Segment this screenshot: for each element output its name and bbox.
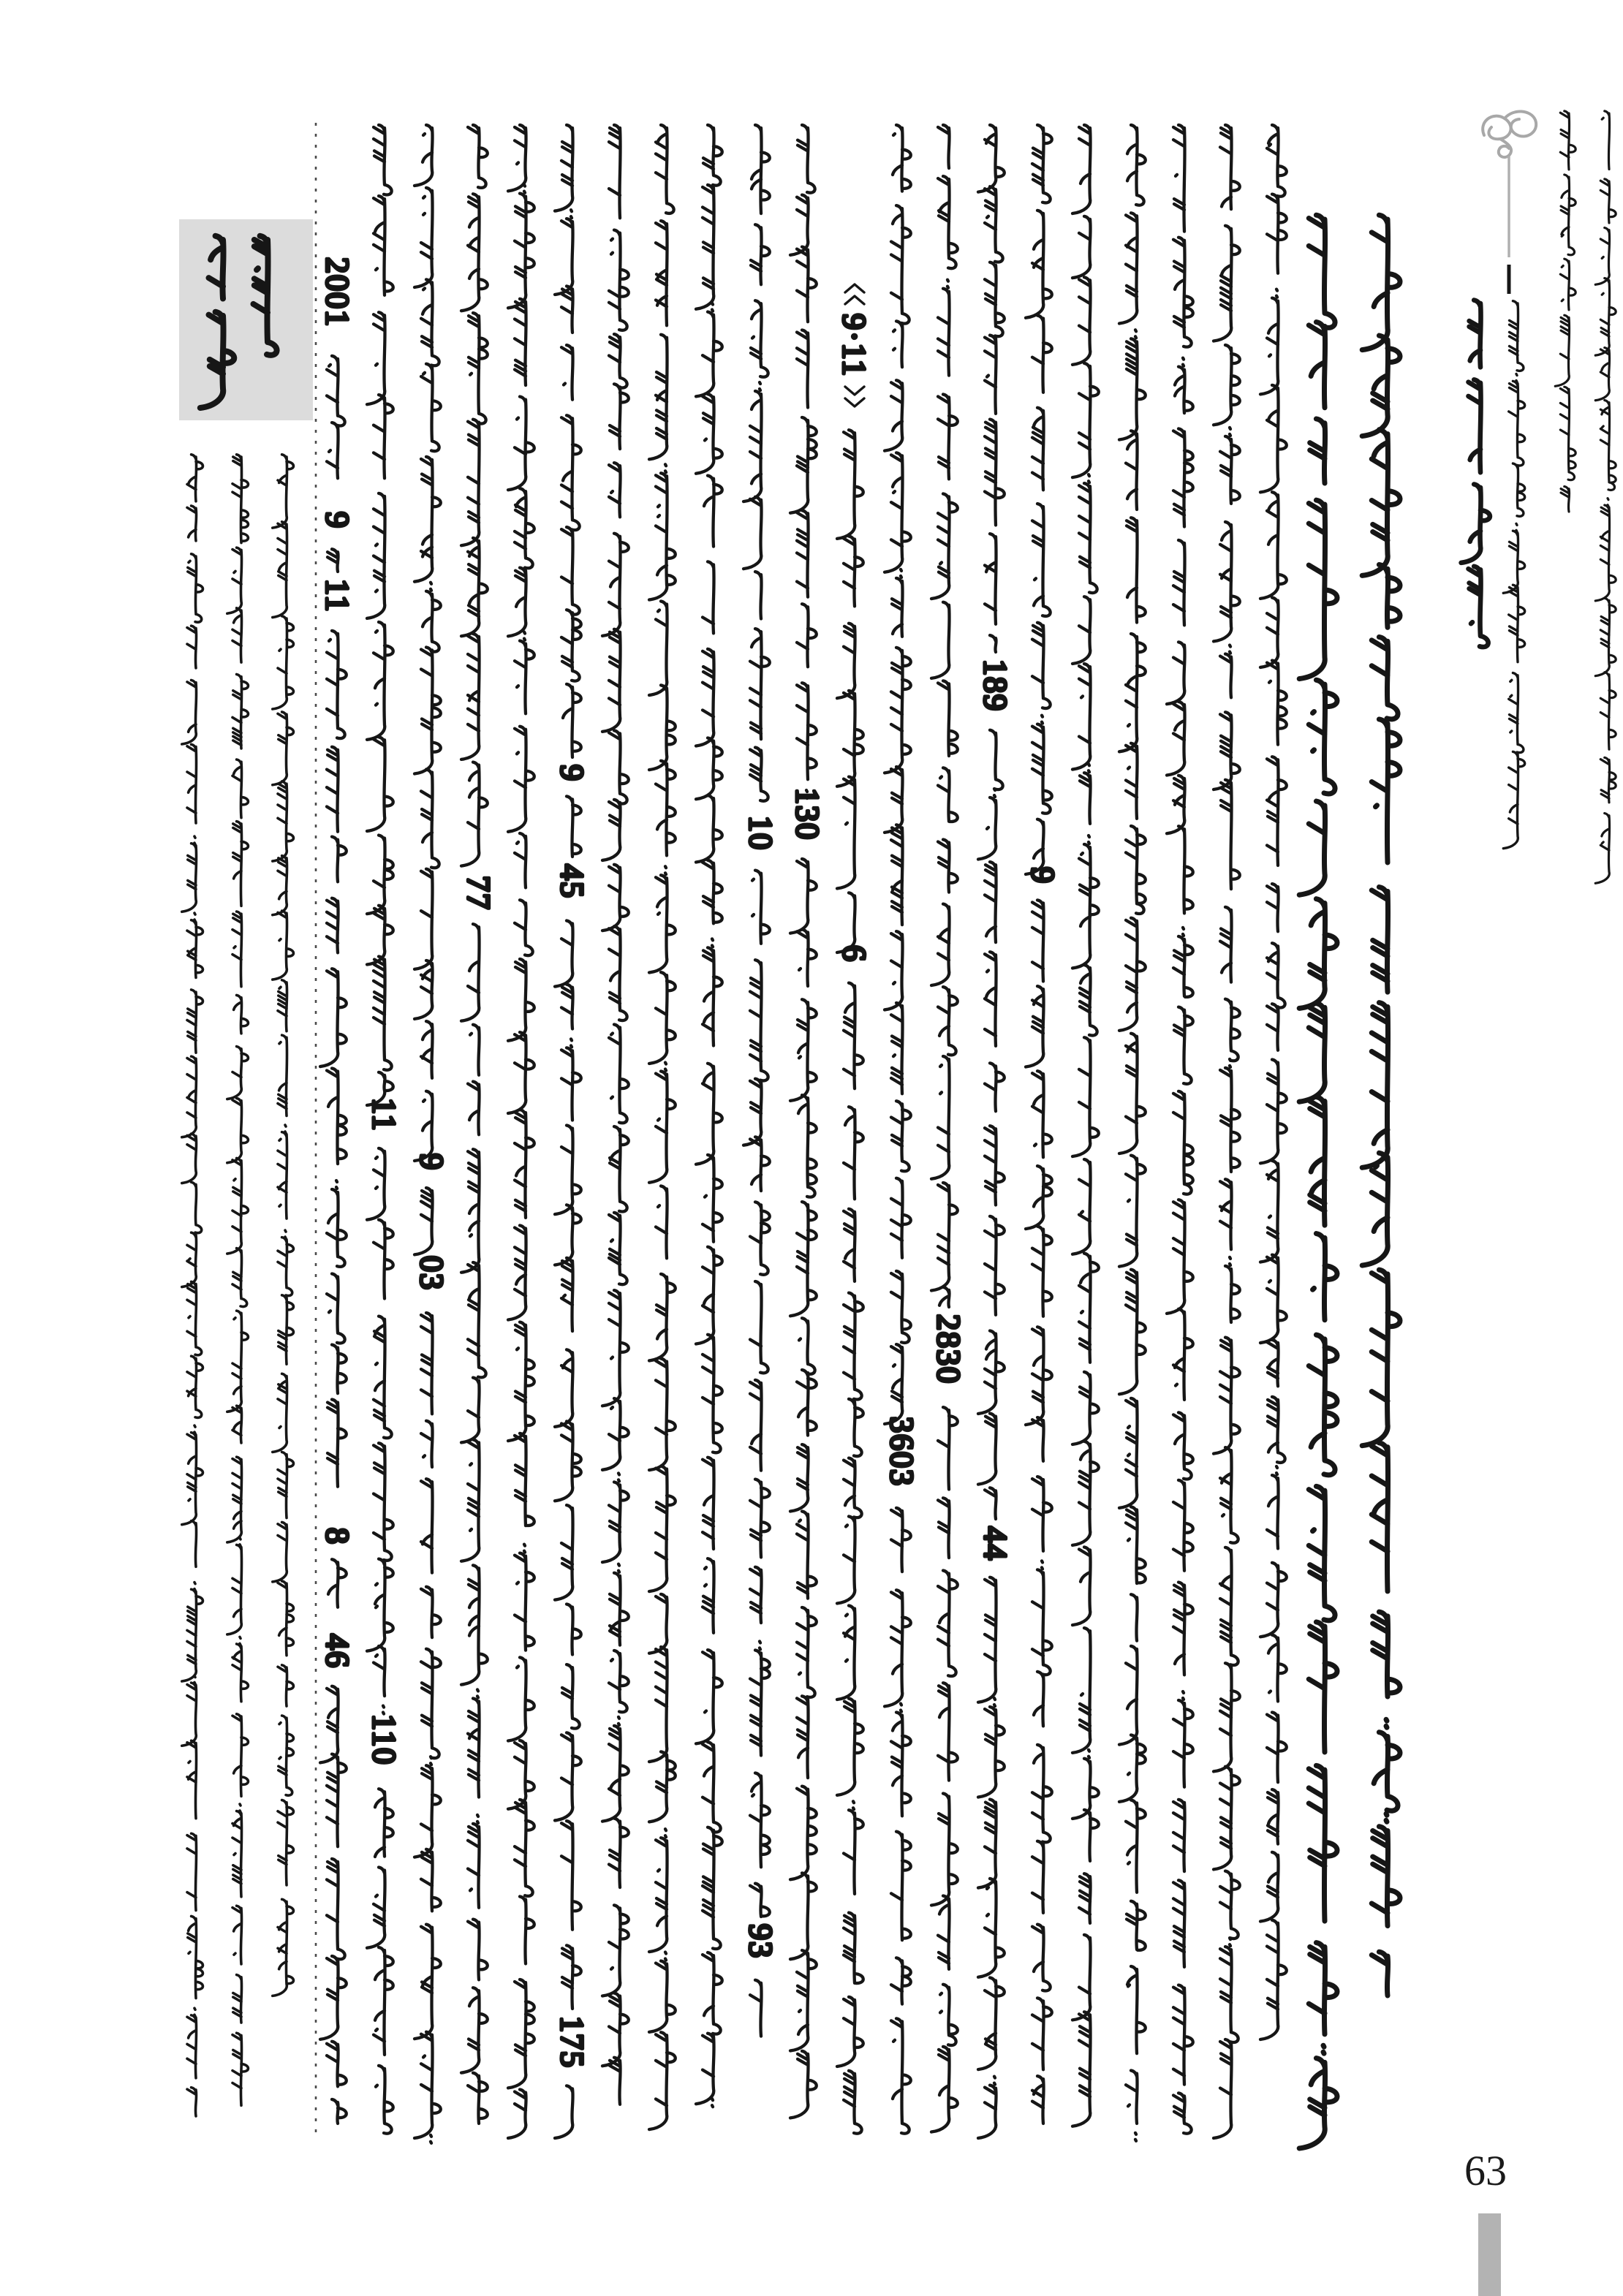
script-column-body: [366, 125, 402, 2134]
embedded-number: 6: [836, 945, 873, 963]
script-column-header: [1595, 111, 1616, 883]
embedded-number: 110: [366, 1714, 403, 1766]
script-column-body: [414, 125, 450, 2143]
script-column-sidebar: [227, 455, 249, 2106]
script-column-header: [1503, 301, 1524, 849]
embedded-number: 9·11: [836, 314, 873, 378]
embedded-number: 44: [977, 1526, 1014, 1561]
script-column-body: [554, 125, 590, 2138]
script-column-body: [461, 125, 496, 2123]
script-column-body: [931, 125, 966, 2132]
script-column-body: [977, 125, 1013, 2138]
footer-tab: [1478, 2213, 1501, 2296]
bracket-chevron: [845, 296, 864, 304]
script-column-body: [1025, 125, 1061, 2123]
bracket-chevron: [845, 398, 864, 406]
embedded-number: 03: [414, 1256, 450, 1291]
embedded-number: 3603: [884, 1417, 920, 1487]
section-label-box: [179, 219, 313, 420]
script-column-body: [790, 125, 825, 2118]
script-column-header: [1555, 111, 1575, 512]
page-number: 63: [1464, 2147, 1507, 2194]
script-column-title: [1362, 215, 1400, 1996]
script-column-body: [696, 125, 722, 2107]
script-column-body: [1119, 125, 1146, 2141]
script-column-body: [649, 125, 676, 2129]
script-column-title: [1299, 215, 1337, 2148]
embedded-number: 130: [790, 788, 826, 841]
embedded-number: 9: [414, 1153, 450, 1171]
embedded-number: 10: [743, 816, 779, 851]
embedded-number: 9: [319, 512, 356, 529]
script-column-headerbold: [1461, 300, 1490, 647]
script-column-body: [602, 125, 629, 2104]
bracket-chevron: [845, 387, 864, 395]
embedded-number: 93: [743, 1924, 779, 1959]
embedded-number: 11: [319, 579, 356, 613]
embedded-number: 45: [554, 864, 591, 899]
script-column-body: [884, 125, 920, 2134]
script-column-body: [508, 125, 534, 2138]
script-column-sidebar: [182, 455, 203, 2116]
embedded-number: 77: [461, 876, 497, 911]
script-column-body: [1260, 125, 1287, 2039]
script-column-sidebar: [273, 455, 294, 1996]
embedded-number: 189: [977, 659, 1014, 712]
embedded-number: 175: [554, 2016, 591, 2069]
embedded-number: 9: [554, 765, 591, 782]
bracket-chevron: [845, 284, 864, 292]
embedded-number: 2830: [931, 1314, 967, 1384]
script-column-body: [1167, 125, 1193, 2134]
embedded-number: 8: [319, 1528, 356, 1545]
embedded-number: 46: [319, 1634, 356, 1669]
script-column-body: [319, 257, 355, 2123]
script-column-body: [836, 284, 872, 2134]
embedded-number: 9: [1025, 867, 1062, 884]
script-column-body: [1214, 125, 1240, 2138]
script-column-body: [1072, 125, 1099, 2126]
embedded-number: 2001: [319, 257, 356, 328]
embedded-number: 11: [366, 1098, 403, 1132]
script-column-body: [743, 125, 779, 2037]
header-flourish-ornament: [1483, 111, 1536, 157]
